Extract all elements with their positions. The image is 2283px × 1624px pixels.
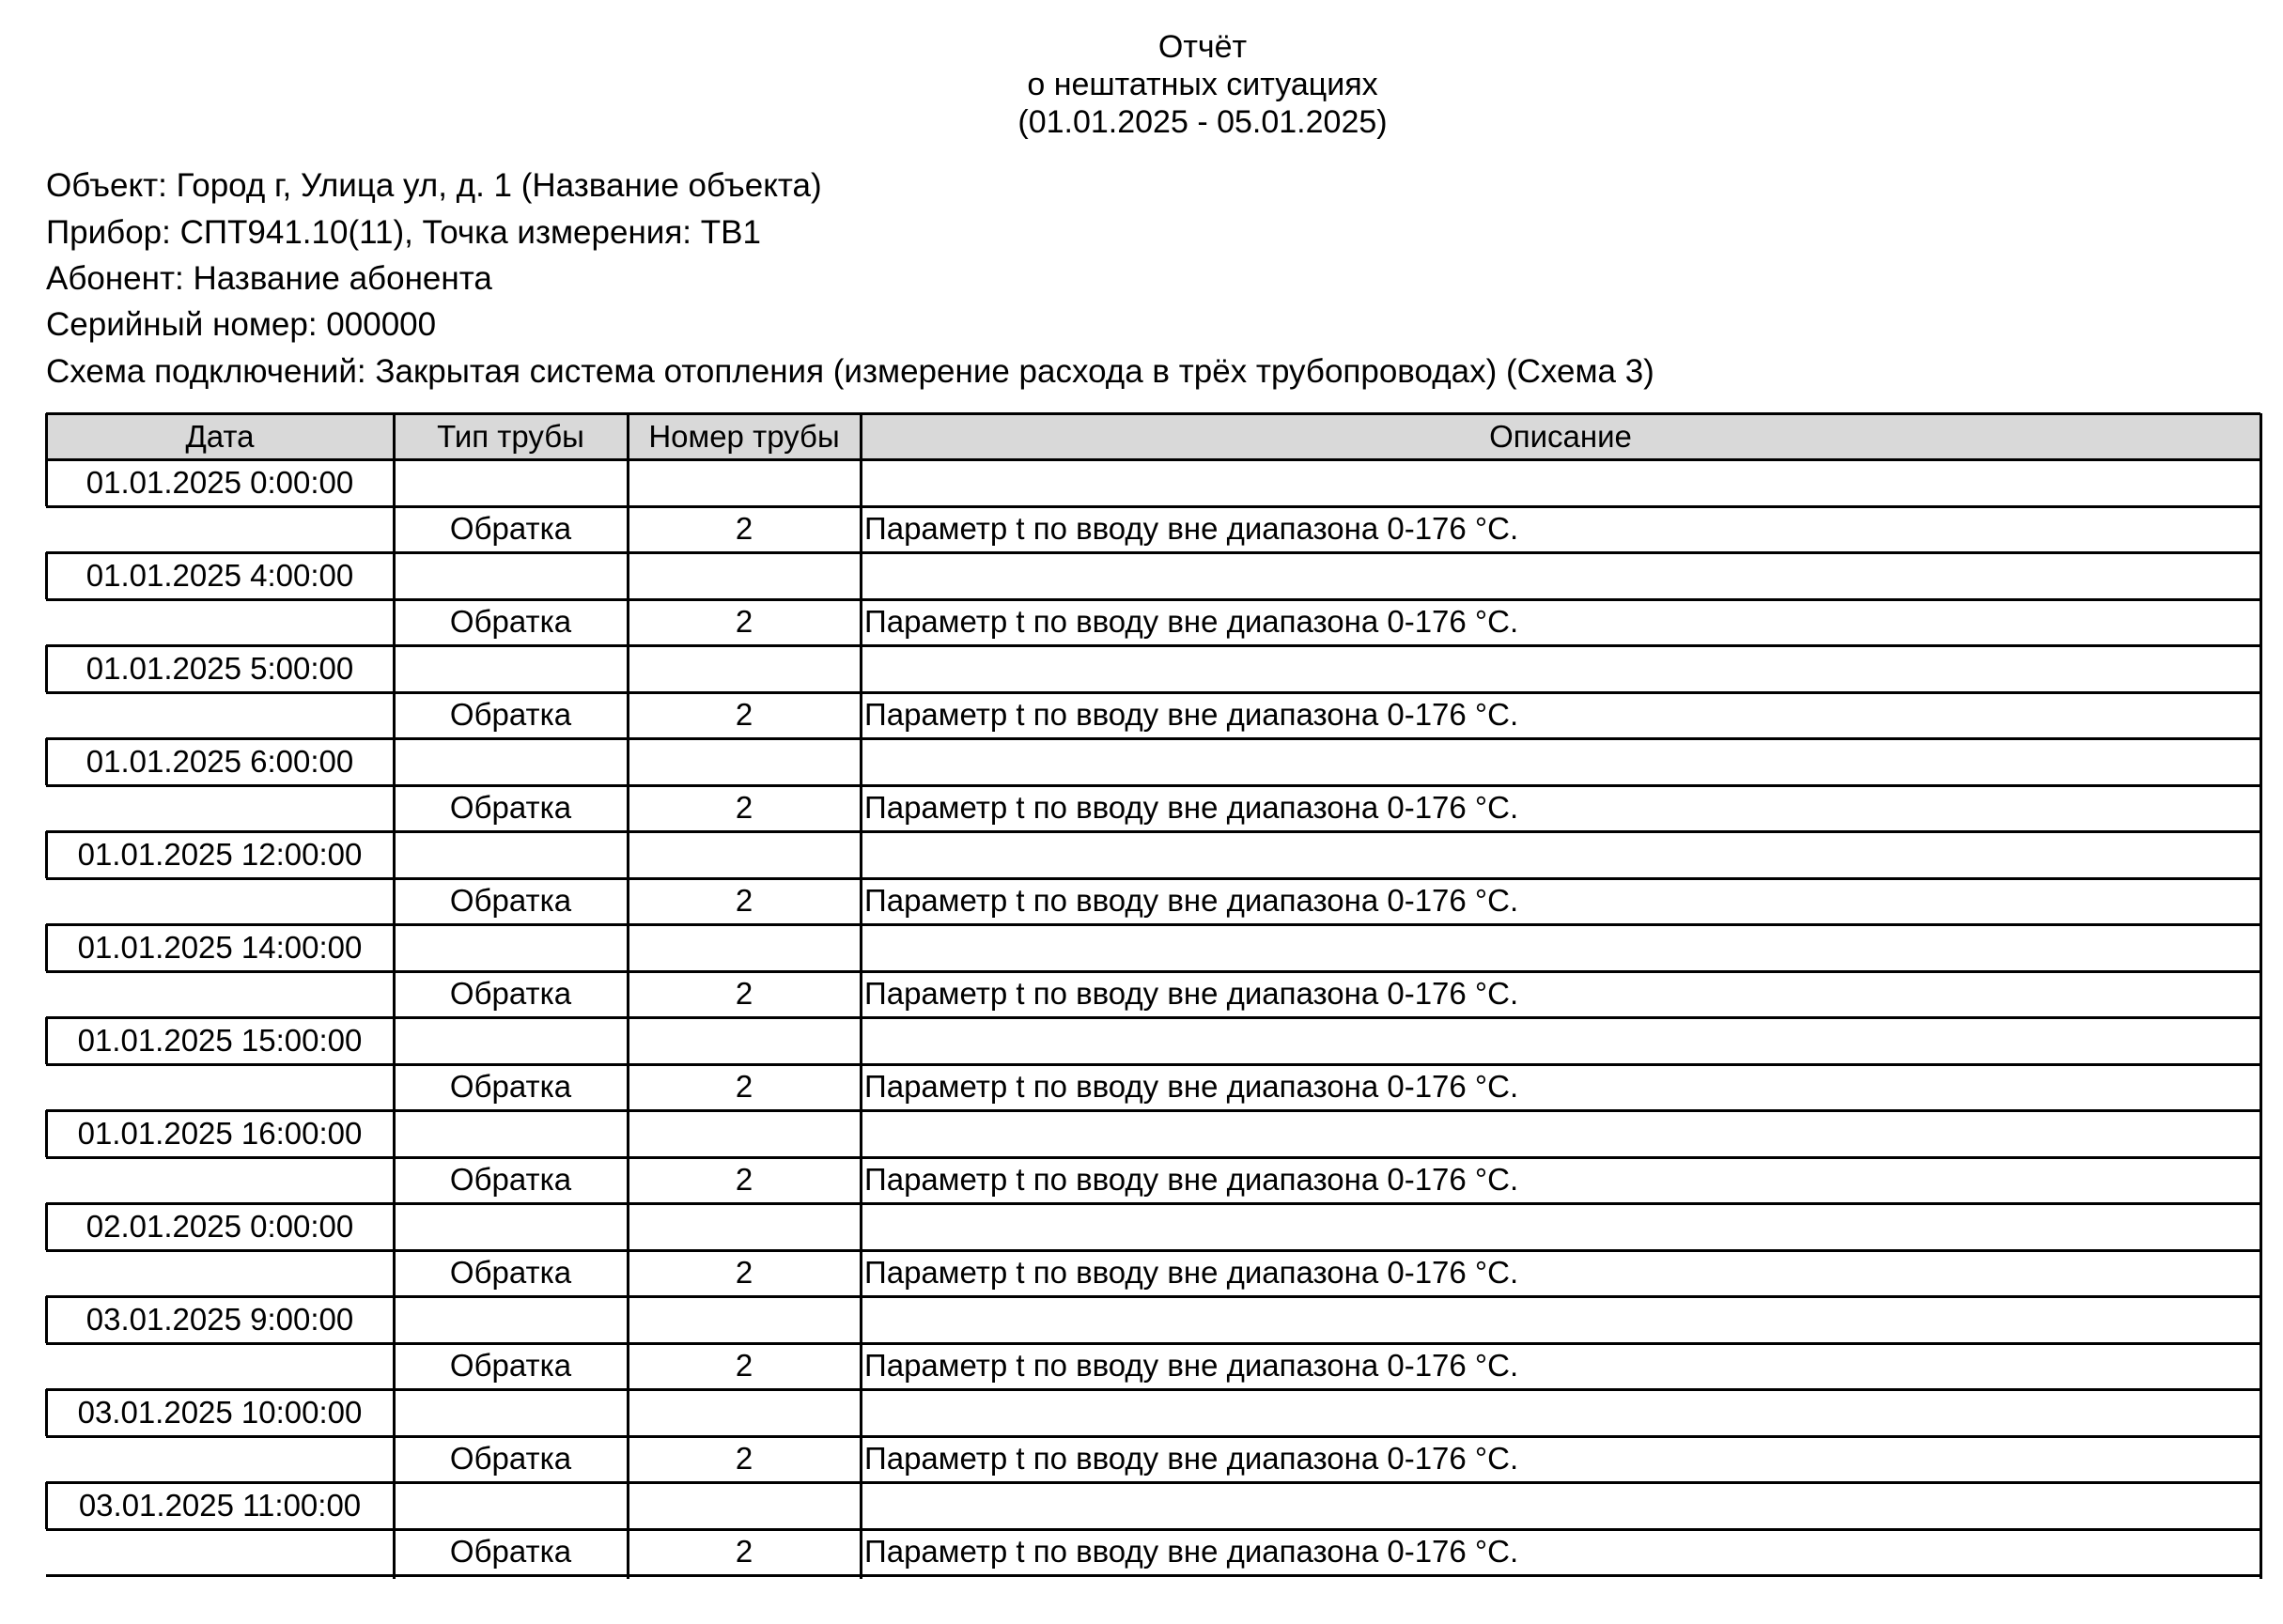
column-header-pipe-type: Тип трубы (437, 419, 584, 454)
event-date-cell: 01.01.2025 6:00:00 (85, 743, 354, 779)
pipe-type-cell: Обратка (449, 1441, 572, 1477)
report-period: (01.01.2025 - 05.01.2025) (1017, 104, 1388, 140)
pipe-number-cell: 2 (735, 1162, 753, 1198)
pipe-number-cell: 2 (735, 1069, 753, 1105)
report-title-block (0, 28, 2283, 141)
report-title: Отчёт (1157, 29, 1248, 65)
event-date-cell: 01.01.2025 14:00:00 (77, 929, 363, 965)
column-header-description: Описание (1489, 419, 1632, 454)
event-description-cell: Параметр t по вводу вне диапазона 0-176 °C. (864, 1348, 1519, 1384)
pipe-type-cell: Обратка (449, 1069, 572, 1105)
pipe-type-cell: Обратка (449, 1162, 572, 1198)
subscriber-info: Абонент: Название абонента (46, 260, 492, 297)
event-description-cell: Параметр t по вводу вне диапазона 0-176 °C. (864, 790, 1519, 826)
pipe-type-cell: Обратка (449, 697, 572, 733)
pipe-type-cell: Обратка (449, 976, 572, 1012)
table-vertical-rule (45, 413, 48, 459)
event-date-cell: 01.01.2025 0:00:00 (85, 464, 354, 500)
serial-number-info: Серийный номер: 000000 (46, 306, 437, 343)
event-date-cell: 03.01.2025 11:00:00 (78, 1487, 362, 1523)
event-description-cell: Параметр t по вводу вне диапазона 0-176 °C. (864, 1162, 1519, 1198)
column-header-date: Дата (185, 419, 255, 454)
device-info: Прибор: СПТ941.10(11), Точка измерения: ТВ1 (46, 214, 761, 251)
event-date-cell: 03.01.2025 10:00:00 (77, 1394, 363, 1430)
pipe-type-cell: Обратка (449, 511, 572, 547)
object-info: Объект: Город г, Улица ул, д. 1 (Название объекта) (46, 167, 822, 204)
events-table (46, 413, 2260, 1578)
pipe-number-cell: 2 (735, 1441, 753, 1477)
event-description-cell: Параметр t по вводу вне диапазона 0-176 °C. (864, 883, 1519, 919)
pipe-number-cell: 2 (735, 883, 753, 919)
event-description-cell: Параметр t по вводу вне диапазона 0-176 °C. (864, 604, 1519, 640)
event-description-cell: Параметр t по вводу вне диапазона 0-176 °C. (864, 1069, 1519, 1105)
pipe-number-cell: 2 (735, 604, 753, 640)
pipe-number-cell: 2 (735, 790, 753, 826)
event-date-cell: 01.01.2025 15:00:00 (77, 1022, 363, 1058)
event-description-cell: Параметр t по вводу вне диапазона 0-176 °C. (864, 511, 1519, 547)
event-date-cell: 02.01.2025 0:00:00 (85, 1208, 354, 1244)
pipe-type-cell: Обратка (449, 1534, 572, 1570)
pipe-number-cell: 2 (735, 1534, 753, 1570)
event-description-cell: Параметр t по вводу вне диапазона 0-176 °C. (864, 1534, 1519, 1570)
pipe-number-cell: 2 (735, 511, 753, 547)
pipe-number-cell: 2 (735, 1348, 753, 1384)
pipe-number-cell: 2 (735, 976, 753, 1012)
event-description-cell: Параметр t по вводу вне диапазона 0-176 °C. (864, 1255, 1519, 1291)
pipe-type-cell: Обратка (449, 883, 572, 919)
column-header-pipe-number: Номер трубы (648, 419, 840, 454)
pipe-type-cell: Обратка (449, 604, 572, 640)
event-date-cell: 01.01.2025 4:00:00 (85, 557, 354, 593)
event-description-cell: Параметр t по вводу вне диапазона 0-176 °C. (864, 976, 1519, 1012)
event-date-cell: 01.01.2025 12:00:00 (77, 836, 363, 872)
event-date-cell: 03.01.2025 9:00:00 (85, 1301, 354, 1337)
event-description-cell: Параметр t по вводу вне диапазона 0-176 °C. (864, 1441, 1519, 1477)
report-subtitle: о нештатных ситуациях (1027, 67, 1378, 102)
pipe-type-cell: Обратка (449, 1348, 572, 1384)
event-description-cell: Параметр t по вводу вне диапазона 0-176 °C. (864, 697, 1519, 733)
event-date-cell: 01.01.2025 16:00:00 (77, 1115, 363, 1151)
event-date-cell: 01.01.2025 5:00:00 (85, 650, 354, 686)
pipe-type-cell: Обратка (449, 1255, 572, 1291)
connection-scheme-info: Схема подключений: Закрытая система отопления (измерение расхода в трёх трубопроводах) (Схема 3) (46, 353, 1654, 390)
table-horizontal-rule (46, 412, 2260, 415)
pipe-type-cell: Обратка (449, 790, 572, 826)
pipe-number-cell: 2 (735, 1255, 753, 1291)
pipe-number-cell: 2 (735, 697, 753, 733)
